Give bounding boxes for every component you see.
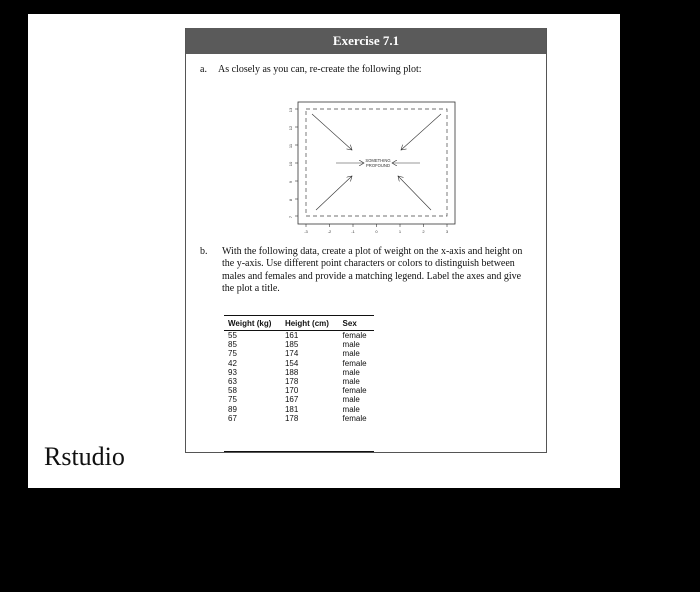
table-row [224, 405, 374, 414]
table-row [224, 414, 374, 423]
weight-cell: 58 [228, 386, 237, 396]
table-row [224, 331, 374, 341]
weight-cell: 55 [228, 331, 237, 340]
part-b-text: With the following data, create a plot of weight on the x-axis and height on the y-axis. Use different point characters or colors to distinguish between males and females and provide a matching legend. Label the axes and give the plot a title. [222, 246, 523, 295]
sex-cell: male [342, 395, 360, 405]
y-tick-label: 11 [288, 143, 293, 149]
table-row [224, 386, 374, 395]
sex-cell: female [342, 331, 367, 340]
weight-cell: 75 [228, 395, 237, 405]
x-tick-label: -3 [304, 229, 308, 234]
table-header-row [224, 318, 374, 331]
sex-cell: male [342, 377, 360, 387]
annotation-line-1: SOMETHING [365, 158, 391, 163]
x-tick-label: -2 [327, 229, 332, 234]
height-cell: 181 [284, 404, 299, 414]
x-tick-label: 2 [422, 229, 425, 234]
exercise-box [185, 28, 547, 453]
header-sex: Sex [339, 318, 374, 331]
weight-cell: 75 [228, 349, 237, 359]
y-tick-label: 13 [288, 107, 293, 113]
height-cell: 170 [284, 386, 299, 396]
y-tick-label: 9 [288, 180, 293, 184]
y-tick-label: 10 [288, 161, 293, 167]
sex-cell: female [342, 386, 367, 396]
y-tick-label: 12 [288, 125, 293, 131]
y-tick-label: 7 [288, 215, 293, 219]
y-tick-label: 8 [288, 198, 293, 202]
x-tick-label: -1 [351, 229, 355, 234]
weight-cell: 42 [228, 358, 237, 368]
table-row [224, 395, 374, 404]
part-a [200, 64, 422, 75]
sex-cell: male [342, 367, 360, 377]
weight-cell: 67 [228, 413, 237, 423]
weight-cell: 85 [228, 340, 237, 350]
sex-cell: male [342, 340, 360, 350]
sex-cell: male [342, 349, 360, 359]
table-row [224, 377, 374, 386]
arrow-top-left [312, 114, 352, 150]
height-cell: 174 [284, 349, 299, 359]
sex-cell: female [342, 413, 367, 423]
header-height: Height (cm) [281, 318, 339, 331]
arrow-bottom-left [316, 176, 352, 210]
part-b [200, 246, 530, 296]
weight-cell: 63 [228, 377, 237, 387]
weight-cell: 89 [228, 404, 237, 414]
height-cell: 178 [284, 413, 299, 423]
example-plot [286, 98, 461, 243]
part-a-marker: a. [200, 64, 207, 75]
height-cell: 154 [284, 358, 299, 368]
part-b-marker: b. [200, 246, 208, 257]
annotation-line-2: PROFOUND [366, 163, 390, 168]
sex-cell: male [342, 404, 360, 414]
table-rule-bottom [224, 451, 374, 452]
caption-rstudio: Rstudio [44, 442, 125, 471]
header-weight: Weight (kg) [224, 318, 281, 331]
sex-cell: female [342, 358, 367, 368]
x-tick-label: 1 [398, 229, 402, 234]
document-page [28, 14, 620, 488]
table-row [224, 368, 374, 377]
height-cell: 185 [284, 340, 299, 350]
arrow-bottom-right [398, 176, 431, 210]
exercise-title: Exercise 7.1 [186, 28, 546, 54]
x-axis [306, 224, 447, 227]
height-cell: 178 [284, 377, 299, 387]
y-axis [295, 109, 298, 216]
weight-cell: 93 [228, 367, 237, 377]
table-rule-top [224, 315, 374, 316]
table-row [224, 349, 374, 358]
table-row [224, 340, 374, 349]
arrow-top-right [401, 114, 441, 150]
height-cell: 161 [284, 331, 299, 340]
x-tick-label: 0 [375, 229, 378, 234]
part-a-text: As closely as you can, re-create the following plot: [218, 64, 422, 75]
x-tick-label: 3 [445, 229, 449, 234]
height-cell: 167 [284, 395, 299, 405]
height-cell: 188 [284, 367, 299, 377]
table-row [224, 359, 374, 368]
data-table [224, 318, 374, 423]
